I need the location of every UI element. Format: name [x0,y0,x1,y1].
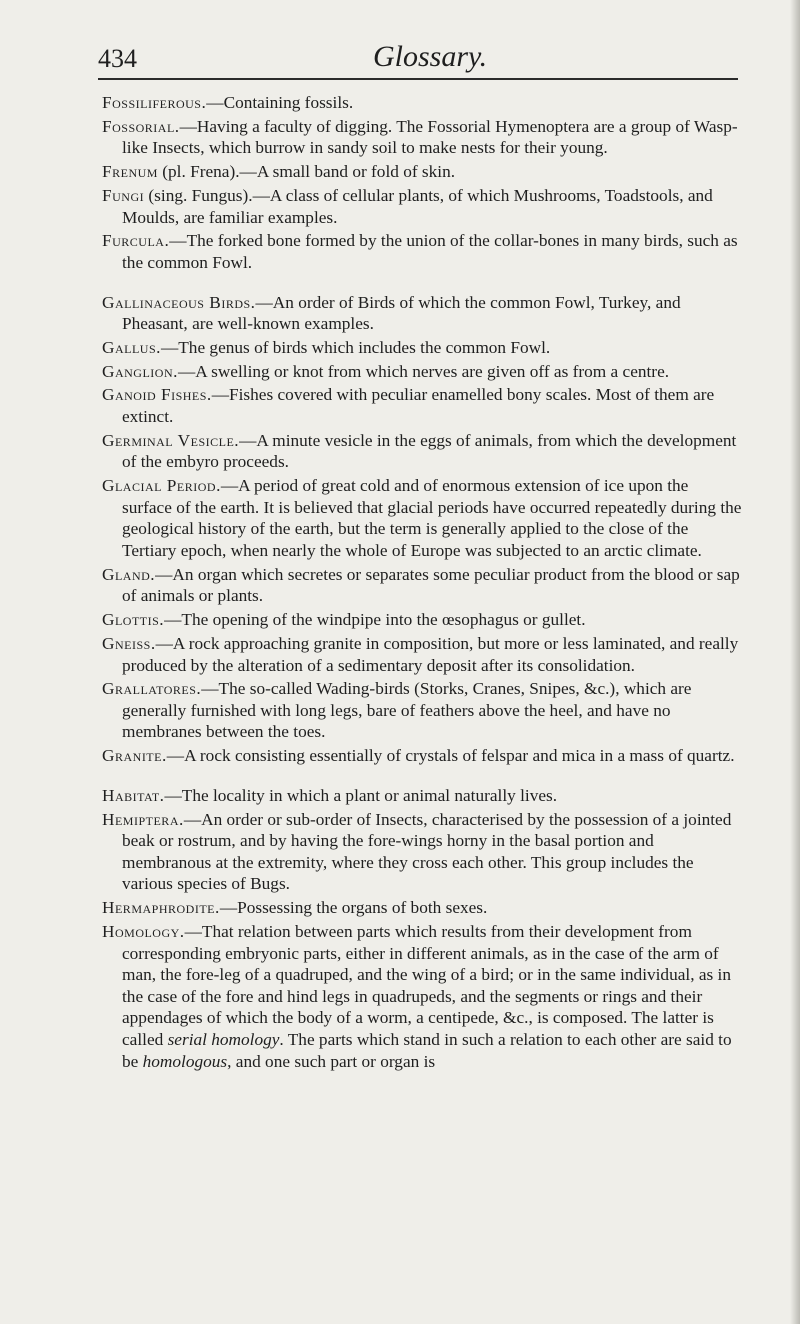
glossary-entry [102,292,742,335]
glossary-entries [102,92,742,1074]
definition: —Possessing the organs of both sexes. [219,898,488,918]
definition: —A minute vesicle in the eggs of animals, from which the development of the embyro proceeds. [122,430,737,472]
definition: , and one such part or organ is [227,1051,436,1071]
definition: —A period of great cold and of enormous extension of ice upon the surface of the earth. It is believed that glacial periods have occurred repeatedly during the geological history of the earth, but the term is generally applied to the close of the Tertiary epoch, when nearly the whole of Europe was subjected to an arctic climate. [122,476,742,560]
page-header [98,40,738,80]
definition: —The locality in which a plant or animal naturally lives. [164,785,558,805]
glossary-entry [102,337,742,359]
glossary-entry [102,475,742,561]
headword: Gneiss. [102,633,156,653]
italic-term: homologous [142,1051,228,1071]
page-number: 434 [98,44,137,73]
definition: —An order or sub-order of Insects, characterised by the possession of a jointed beak or rostrum, and by having the fore-wings horny in the basal portion and membranous at the extremity, where they cross each other. This group includes the various species of Bugs. [122,809,732,894]
definition: —An order of Birds of which the common Fowl, Turkey, and Pheasant, are well-known examples. [122,292,681,334]
definition: —A swelling or knot from which nerves are given off as from a centre. [177,361,670,381]
headword: Hemiptera. [102,809,184,829]
glossary-entry [102,809,742,895]
headword: Fossiliferous. [102,93,207,112]
glossary-entry [102,609,742,631]
headword: Homology. [102,921,185,941]
glossary-entry [102,785,742,807]
headword: Hermaphrodite. [102,898,220,918]
glossary-entry [102,116,742,159]
headword: Gallinaceous Birds. [102,292,256,312]
glossary-entry [102,897,742,919]
glossary-entry [102,92,742,114]
headword: Fungi [102,185,145,205]
glossary-entry [102,745,742,767]
page-edge-shadow [790,0,800,1324]
definition: —A rock approaching granite in composition, but more or less laminated, and really produced by the alteration of a sedimentary deposit after its consolidation. [122,633,739,675]
headword: Ganoid Fishes. [102,385,212,405]
definition: —The forked bone formed by the union of the collar-bones in many birds, such as the common Fowl. [122,231,738,272]
glossary-entry [102,161,742,183]
definition: . The parts which stand in such a relation to each other are said to be [122,1029,732,1071]
definition: (sing. Fungus).—A class of cellular plants, of which Mushrooms, Toadstools, and Moulds, are familiar examples. [122,185,713,227]
headword: Habitat. [102,785,165,805]
definition: —Having a faculty of digging. The Fossorial Hymenoptera are a group of Wasp-like Insects, which burrow in sandy soil to make nests for their young. [122,116,738,158]
definition: —A rock consisting essentially of crystals of felspar and mica in a mass of quartz. [166,746,735,766]
definition: —Fishes covered with peculiar enamelled bony scales. Most of them are extinct. [122,385,715,427]
headword: Ganglion. [102,361,178,381]
glossary-entry [102,185,742,228]
headword: Glottis. [102,610,165,630]
headword: Glacial Period. [102,476,221,496]
headword: Fossorial. [102,116,180,136]
definition: —An organ which secretes or separates some peculiar product from the blood or sap of animals or plants. [122,564,740,606]
glossary-entry [102,921,742,1072]
headword: Grallatores. [102,679,202,699]
glossary-entry [102,230,742,273]
italic-term: serial homology [167,1029,280,1049]
glossary-entry [102,633,742,676]
definition: —That relation between parts which results from their development from corresponding embryonic parts, either in different animals, as in the case of the arm of man, the fore-leg of a quadruped, and the wing of a bird; or in the same individual, as in the case of the fore and hind legs in quadrupeds, and the segments or rings and their appendages of which the body of a worm, a centipede, &c., is composed. The latter is called [122,921,731,1049]
headword: Frenum [102,162,158,182]
glossary-entry [102,678,742,743]
glossary-entry [102,361,742,383]
definition: —The genus of birds which includes the common Fowl. [160,337,551,357]
headword: Furcula. [102,231,170,251]
glossary-entry [102,430,742,473]
definition: —The opening of the windpipe into the œsophagus or gullet. [164,610,586,630]
definition: —Containing fossils. [206,93,354,112]
glossary-entry [102,384,742,427]
definition: —The so-called Wading-birds (Storks, Cranes, Snipes, &c.), which are generally furnished with long legs, bare of feathers above the heel, and have no membranes between the toes. [122,679,692,742]
headword: Granite. [102,746,167,766]
headword: Germinal Vesicle. [102,430,240,450]
headword: Gallus. [102,337,161,357]
headword: Gland. [102,564,156,584]
header-rule [98,78,738,80]
running-title: Glossary. [373,40,488,73]
glossary-entry [102,564,742,607]
definition: (pl. Frena).—A small band or fold of skin. [157,162,456,182]
